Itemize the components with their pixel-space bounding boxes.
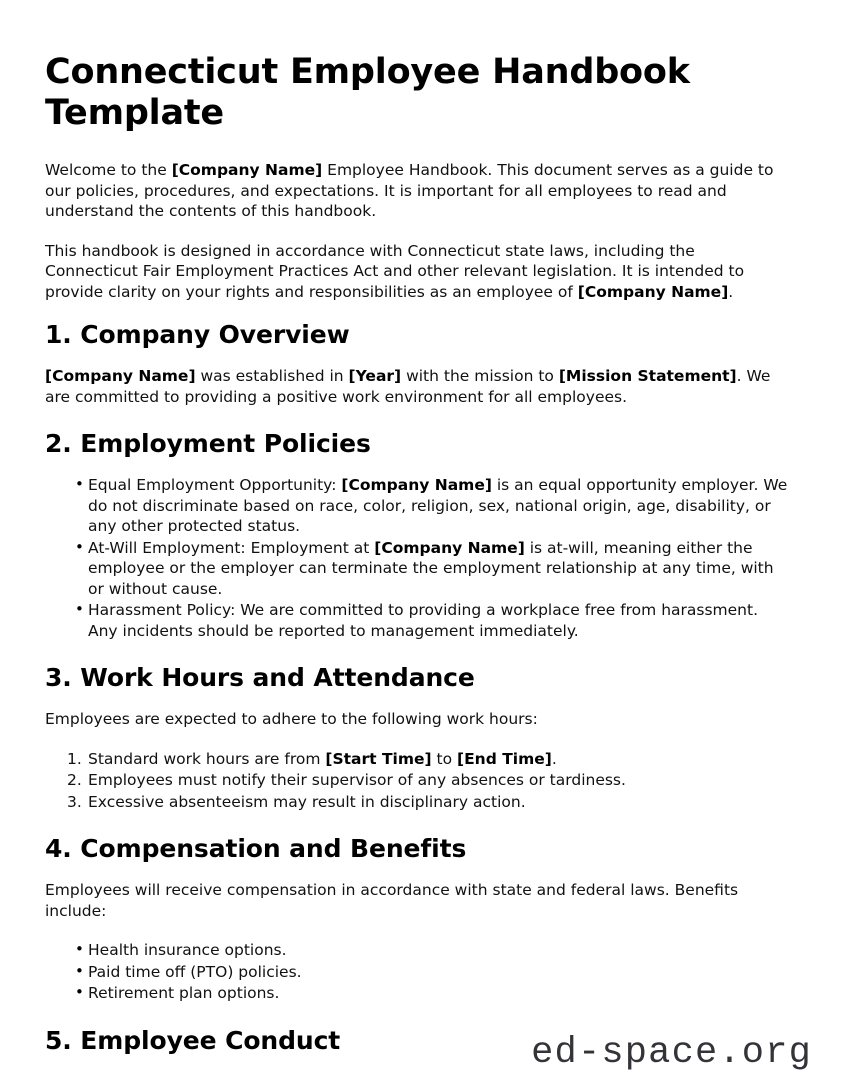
text-run: Welcome to the [45,161,172,179]
section-heading: 2. Employment Policies [45,429,371,458]
intro-paragraph [45,241,790,303]
bullet-list [45,940,790,1004]
placeholder-token: [Company Name] [341,476,492,494]
text-run: Employees will receive compensation in accordance with state and federal laws. Benefits include: [45,881,739,920]
placeholder-token: [Company Name] [171,161,323,179]
list-item-text [88,963,302,981]
list-item-text [88,750,557,768]
section-heading: 4. Compensation and Benefits [45,834,467,863]
text-run: This handbook is designed in accordance with Connecticut state laws, including the Connecticut Fair Employment Practices Act and other relevant legislation. It is intended to provide clarity on your rights and responsibilities as an employee of [45,241,745,301]
section-paragraph [45,709,790,730]
list-item-text [88,601,758,640]
list-item [45,538,790,600]
list-item [45,940,790,961]
text-run: with the mission to [401,367,559,385]
text-run: At-Will Employment: Employment at [88,538,375,557]
text-run: Employees are expected to adhere to the following work hours: [45,710,538,728]
text-run: Harassment Policy: We are committed to providing a workplace free from harassment. Any incidents should be reported to management immediately. [88,601,758,640]
list-item [45,475,790,537]
text-run: Excessive absenteeism may result in disciplinary action. [88,792,526,811]
text-run: . [551,749,557,768]
text-run: . We are committed to providing a positive work environment for all employees. [45,367,771,406]
list-item [45,962,790,983]
text-run: Standard work hours are from [88,749,326,768]
list-item-text [88,771,626,789]
list-item [45,792,790,813]
text-run: Retirement plan options. [88,984,280,1002]
list-item-text [88,793,526,811]
list-item-text [88,539,774,598]
placeholder-token: [Company Name] [45,367,196,385]
text-run: Equal Employment Opportunity: [88,476,342,494]
site-watermark: ed-space.org [531,1032,812,1074]
page-title: Connecticut Employee Handbook Template [45,52,690,133]
placeholder-token: [End Time] [457,749,552,768]
placeholder-token: [Company Name] [374,538,525,557]
list-item-text [88,941,287,959]
text-run: Employees must notify their supervisor of any absences or tardiness. [88,771,626,789]
section-heading: 3. Work Hours and Attendance [45,663,475,692]
text-run: Employee Handbook. This document serves as a guide to our policies, procedures, and expectations. It is important for all employees to read and understand the contents of this handbook. [45,161,774,220]
intro-paragraph [45,160,790,222]
list-item-text [88,984,279,1002]
text-run: was established in [195,367,349,385]
list-item [45,749,790,770]
text-run: Health insurance options. [88,941,287,959]
list-item [45,983,790,1004]
text-run: is at-will, meaning either the employee or the employer can terminate the employment relationship at any time, with or without cause. [88,538,774,598]
text-run: . [728,282,734,301]
placeholder-token: [Year] [348,367,402,385]
text-run: Paid time off (PTO) policies. [88,962,302,981]
bullet-list [45,475,790,641]
placeholder-token: [Mission Statement] [558,367,737,385]
section-heading: 5. Employee Conduct [45,1025,341,1055]
placeholder-token: [Start Time] [325,749,432,768]
sections-container [45,320,790,1056]
section-heading: 1. Company Overview [45,320,350,349]
placeholder-token: [Company Name] [577,282,729,301]
list-item-text [88,476,787,535]
text-run: is an equal opportunity employer. We do not discriminate based on race, color, religion, sex, national origin, age, disability, or any other protected status. [88,476,788,535]
list-item [45,770,790,791]
section-paragraph [45,880,790,921]
list-item [45,600,790,641]
ordered-list [45,749,790,813]
text-run: to [431,749,457,768]
intro-block [45,160,790,302]
section-paragraph [45,366,790,407]
